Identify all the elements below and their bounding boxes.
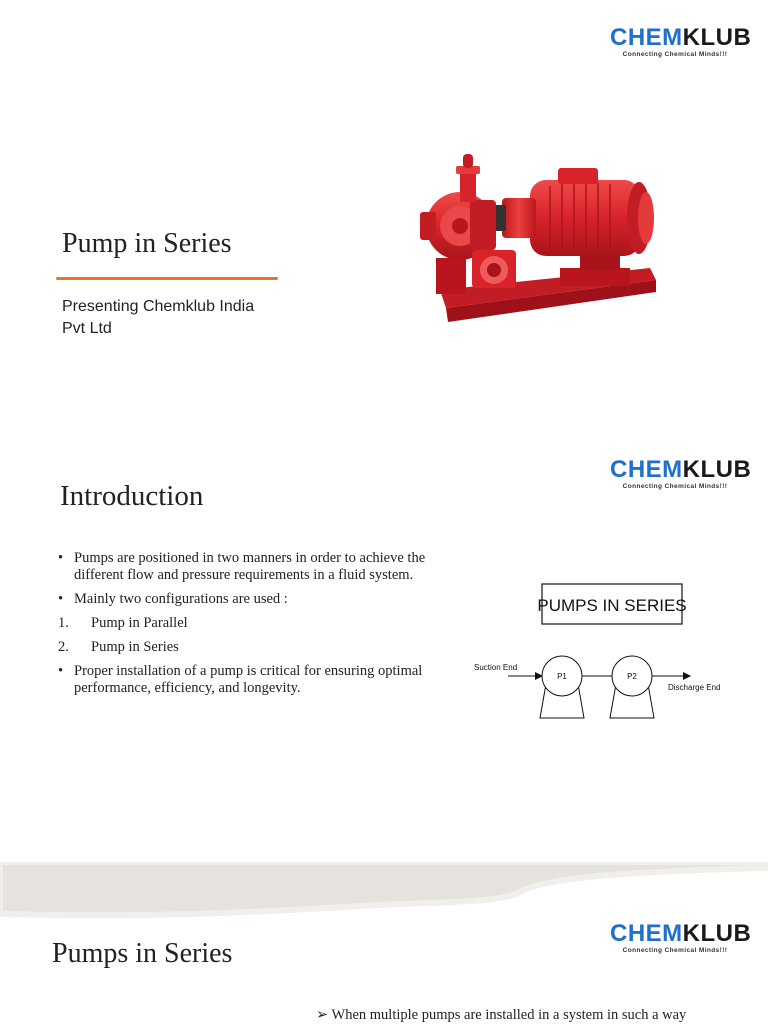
slide-title-heading: Pump in Series (62, 228, 232, 259)
centrifugal-pump-image (410, 150, 670, 335)
list-item: • Proper installation of a pump is critical for ensuring optimal performance, efficiency, and longevity. (58, 663, 423, 696)
pump1-label: P1 (557, 672, 567, 681)
pumps-in-series-heading: Pumps in Series (52, 938, 233, 969)
pumps-in-series-diagram (468, 578, 720, 728)
list-item: 2. Pump in Series (58, 639, 179, 655)
title-underline (56, 277, 278, 280)
diagram-heading: PUMPS IN SERIES (537, 596, 687, 615)
slide-pumps-in-series (0, 862, 768, 1024)
list-item: 1. Pump in Parallel (58, 615, 188, 631)
logo-tagline: Connecting Chemical Minds!!! (622, 483, 728, 490)
chemklub-logo (610, 24, 752, 58)
chemklub-logo (610, 920, 752, 954)
list-item: • Pumps are positioned in two manners in order to achieve the different flow and pressure requirements in a fluid system. (58, 550, 426, 583)
suction-end-label: Suction End (474, 663, 518, 672)
chemklub-logo (610, 456, 752, 490)
presenter-subtitle: Presenting Chemklub India Pvt Ltd (62, 298, 255, 337)
slide-title (0, 0, 768, 418)
logo-wordmark: CHEMKLUB (610, 920, 752, 947)
introduction-list (58, 550, 428, 704)
slide-introduction (0, 438, 768, 850)
list-item: • Mainly two configurations are used : (58, 591, 288, 607)
logo-tagline: Connecting Chemical Minds!!! (622, 51, 728, 58)
pump2-label: P2 (627, 672, 637, 681)
logo-wordmark: CHEMKLUB (610, 456, 752, 483)
introduction-heading: Introduction (60, 480, 204, 512)
discharge-end-label: Discharge End (668, 683, 720, 692)
logo-wordmark: CHEMKLUB (610, 24, 752, 51)
series-definition-bullet: ➢ When multiple pumps are installed in a system in such a way (316, 1007, 687, 1023)
logo-tagline: Connecting Chemical Minds!!! (622, 947, 728, 954)
